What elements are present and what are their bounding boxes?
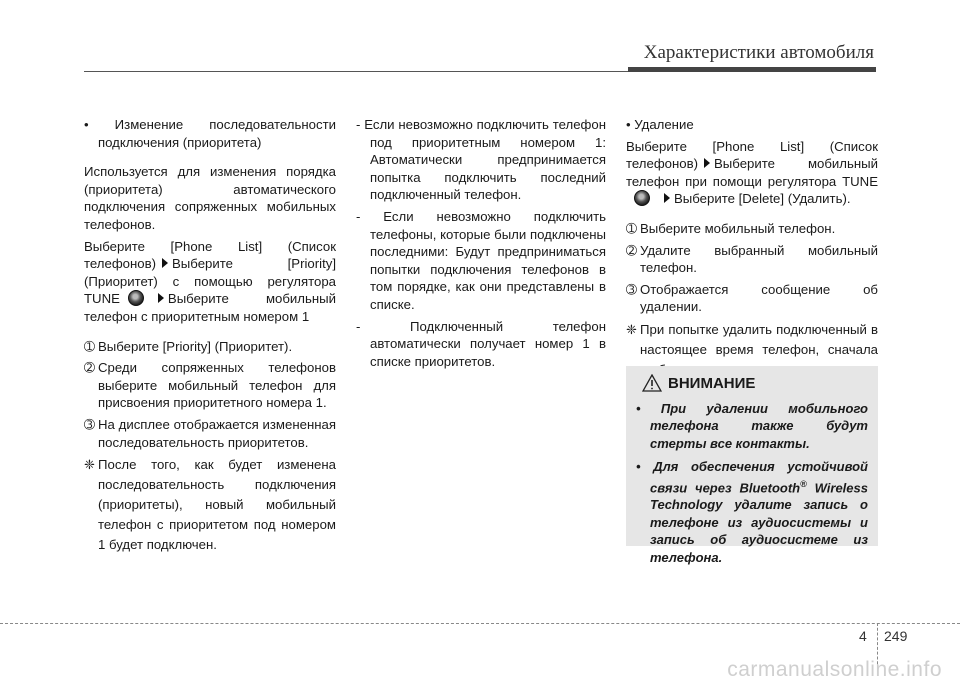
arrow-right-icon [162,258,168,268]
step-item-1 [626,220,878,238]
page-header-title: Характеристики автомобиля [643,42,874,63]
step-item-3 [84,416,336,451]
warning-triangle-icon [642,374,662,392]
warning-box [626,366,878,565]
paragraph-priority-intro: Используется для изменения порядка (приоритета) автоматического подключения сопряженных мобильных телефонов. [84,164,336,232]
warning-title: ВНИМАНИЕ [668,375,756,392]
warning-item-2 [636,458,868,566]
warning-text: Wireless Technology удалите запись о телефоне из аудиосистемы и запись об аудиосистеме из телефона. [650,479,868,565]
footer-divider [0,623,960,624]
step-number: ➂ [84,416,96,432]
step-number: ➂ [626,281,638,297]
note-item [84,455,336,555]
step-text: Выберите мобильный телефон при помощи регулятора TUNE [626,156,878,189]
step-number: ➁ [626,242,638,258]
step-text: Среди сопряженных телефонов выберите мобильный телефон для присвоения приоритетного номера 1. [98,360,336,411]
watermark: carmanualsonline.info [727,658,942,681]
step-number: ➁ [84,360,96,376]
step-text: На дисплее отображается измененная последовательность приоритетов. [98,416,336,450]
paragraph-delete-steps [626,138,878,208]
arrow-right-icon [704,158,710,168]
step-text: Выберите [Phone List] (Список телефонов) [626,138,878,172]
step-item-3 [626,281,878,316]
note-text: При попытке удалить подключенный в настоящее время телефон, сначала [640,321,878,357]
step-text: Отображается сообщение об удалении. [640,281,878,315]
section-heading-delete: • Удаление [626,117,694,132]
column-middle [356,116,606,374]
dash-item-3: - Подключенный телефон автоматически получает номер 1 в списке приоритетов. [356,318,606,369]
registered-mark: ® [800,478,807,489]
step-number: ➀ [626,220,638,236]
warning-list [636,400,868,572]
step-text: Выберите мобильный телефон с приоритетным номером 1 [84,291,336,324]
arrow-right-icon [664,193,670,203]
dash-item-1: - Если невозможно подключить телефон под приоритетным номером 1: Автоматически предпринимается попытка подключить последний подключенный телефон. [356,117,606,203]
column-right [626,116,878,384]
step-text: Выберите [Priority] (Приоритет) с помощью регулятора TUNE [84,256,336,307]
dash-item-2: - Если невозможно подключить телефоны, которые были подключены последними: Будут предприниматься попытки подключения телефонов в том порядке, как они представлены в списке. [356,208,606,312]
section-heading-priority: • Изменение последовательности подключения (приоритета) [84,117,336,150]
step-item-2 [84,359,336,412]
header-accent-bar [628,67,876,72]
warning-text: • Для обеспечения устойчивой связи через Bluetooth [636,459,868,495]
note-mark-icon: ❈ [626,321,638,337]
step-text: Выберите [Phone List] (Список телефонов) [84,238,336,272]
page-number: 249 [884,628,908,644]
column-left [84,116,336,559]
arrow-right-icon [158,293,164,303]
warning-item-1: • При удалении мобильного телефона также будут стерты все контакты. [636,401,868,451]
step-text: Выберите мобильный телефон. [640,220,836,236]
tune-knob-icon [634,190,650,206]
step-item-2 [626,242,878,277]
step-item-1 [84,338,336,356]
step-text: Удалите выбранный мобильный телефон. [640,242,878,276]
paragraph-priority-steps [84,238,336,326]
step-number: ➀ [84,338,96,354]
step-text: Выберите [Priority] (Приоритет). [98,338,293,354]
note-text: После того, как будет изменена последовательность подключения (приоритеты), новый мобильный телефон с приоритетом под номером 1 будет подключен. [98,457,336,553]
note-mark-icon: ❈ [84,457,96,473]
step-text: Выберите [Delete] (Удалить). [674,191,851,207]
tune-knob-icon [128,290,144,306]
chapter-number: 4 [859,628,867,644]
